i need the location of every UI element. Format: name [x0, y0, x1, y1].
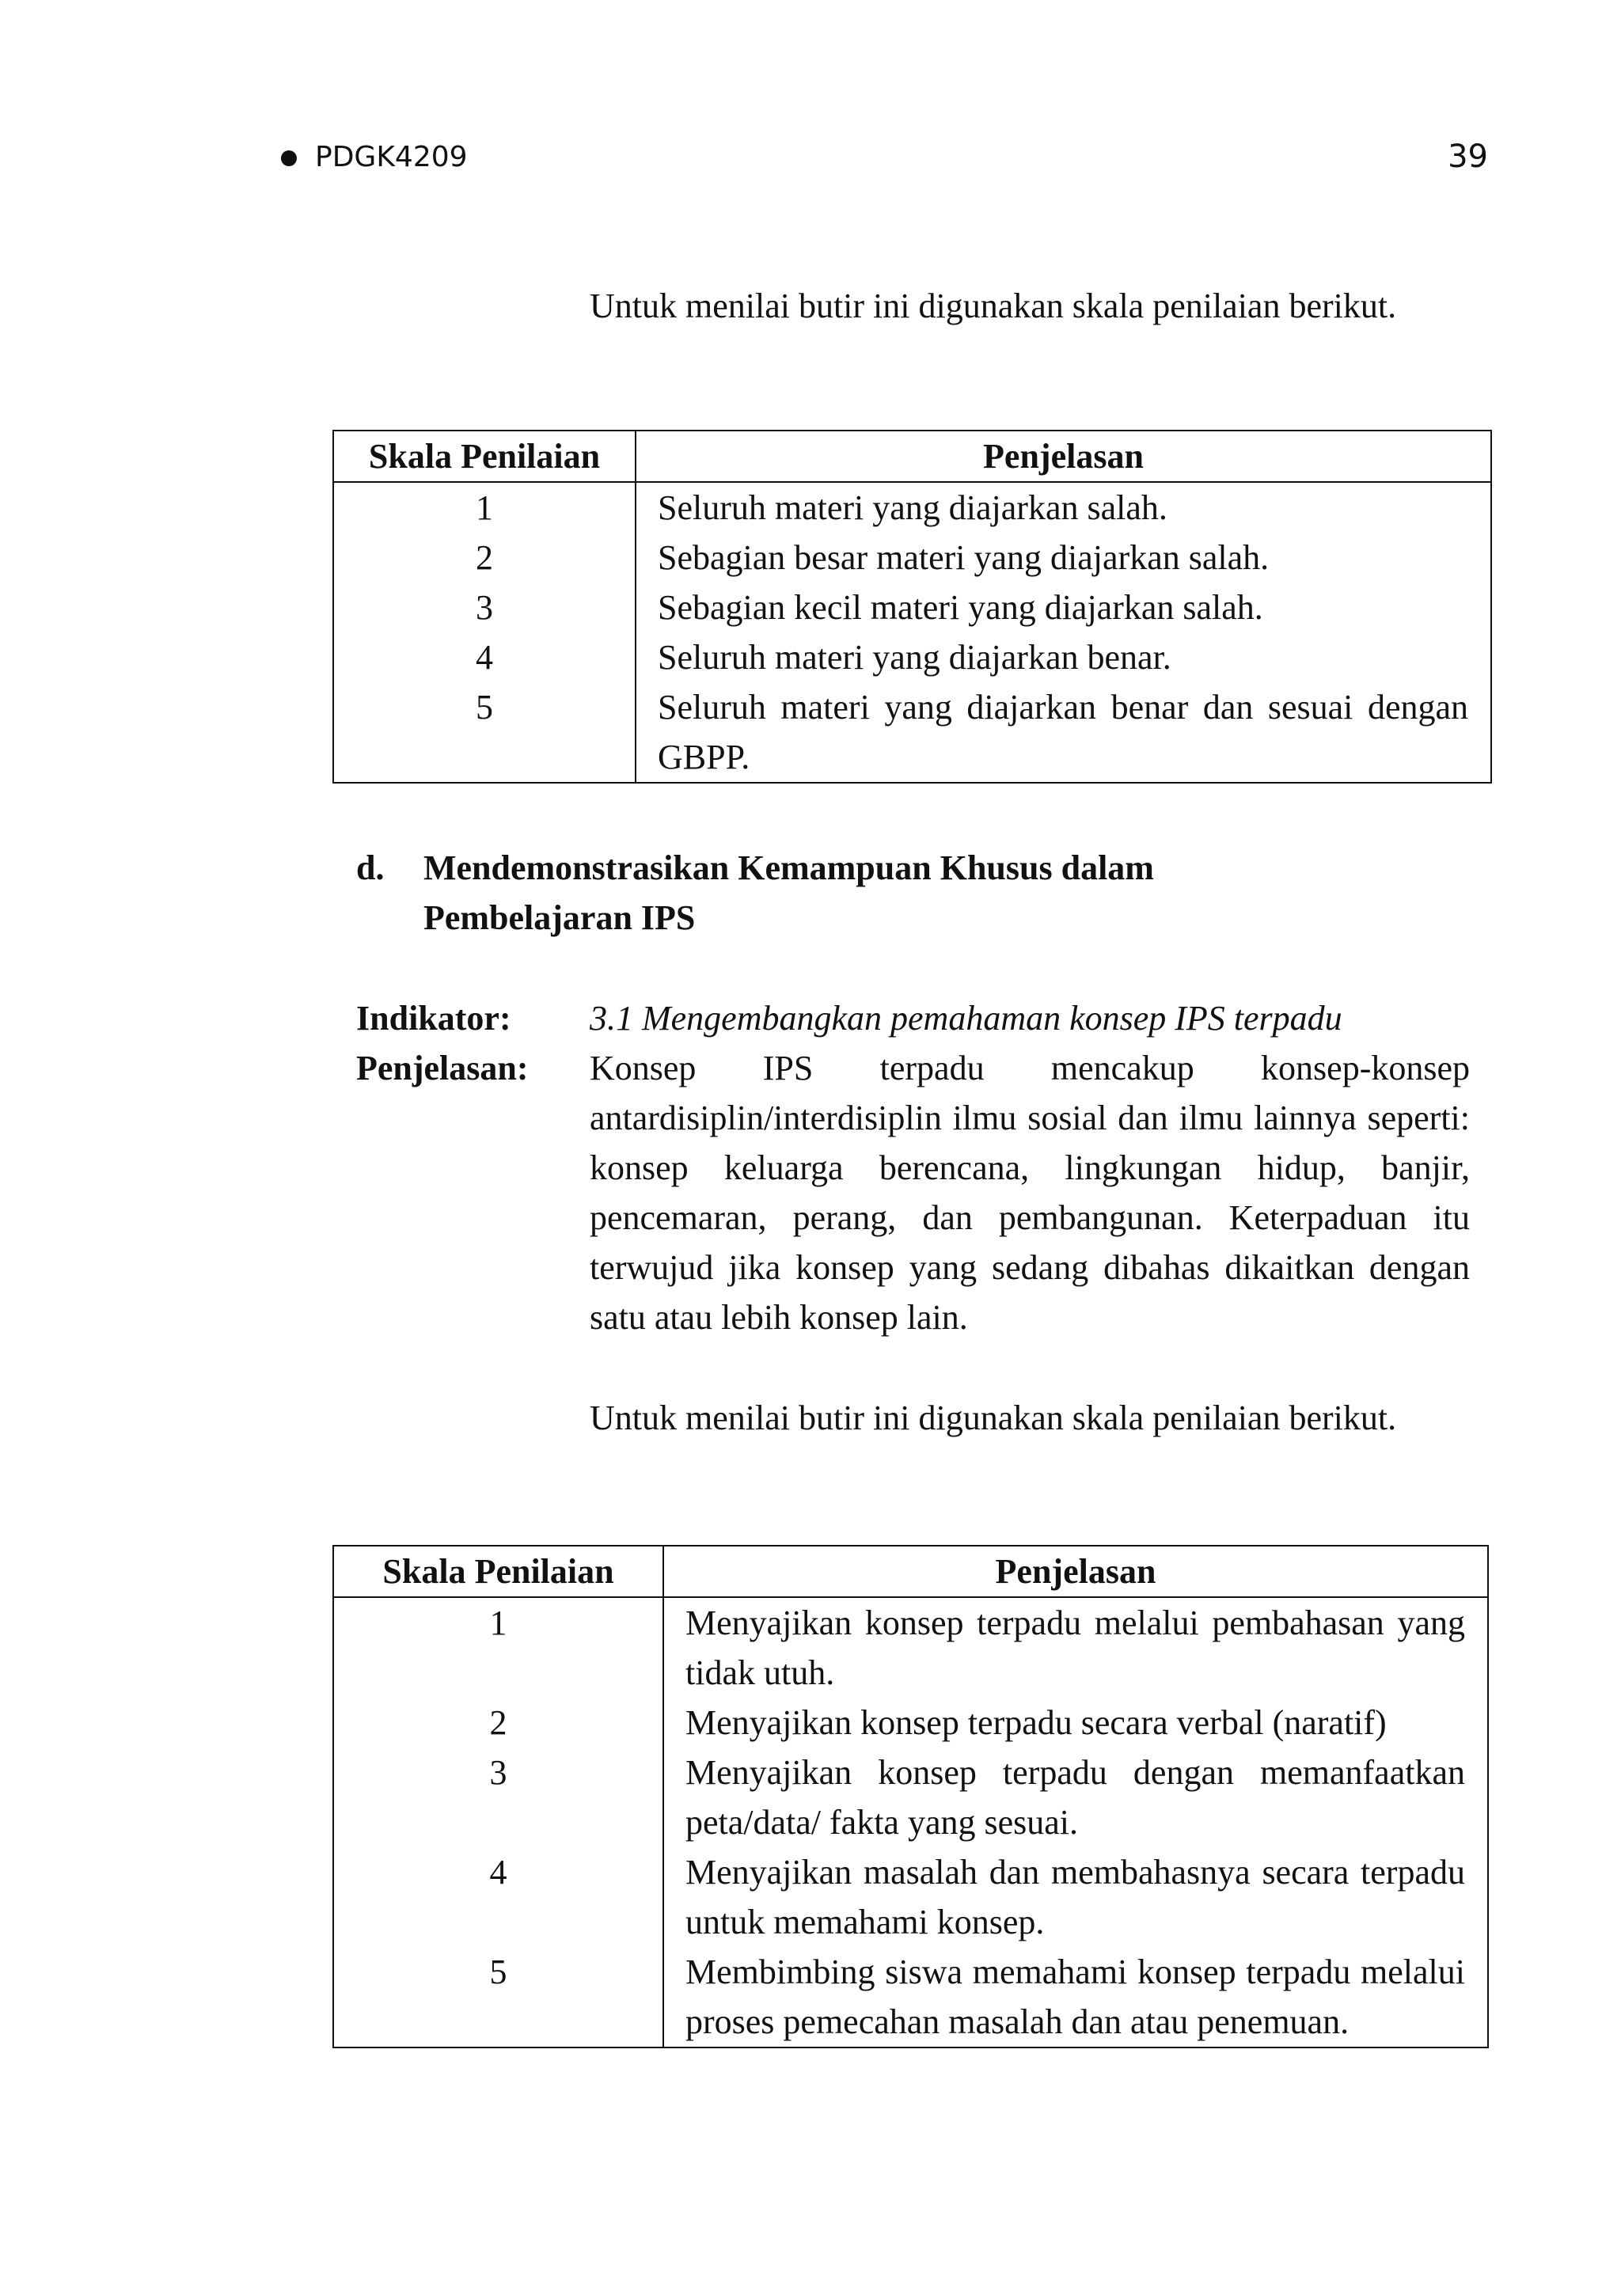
- scale-description: Seluruh materi yang diajarkan salah.: [636, 482, 1491, 533]
- column-header-scale: Skala Penilaian: [333, 431, 636, 482]
- table-row: [333, 533, 1491, 583]
- scale-value: 2: [333, 1698, 663, 1748]
- rating-scale-table-2: [332, 1545, 1489, 2048]
- scale-description: Menyajikan konsep terpadu dengan memanfaatkan peta/data/ fakta yang sesuai.: [663, 1748, 1488, 1847]
- scale-value: 1: [333, 482, 636, 533]
- scale-description: Sebagian besar materi yang diajarkan salah.: [636, 533, 1491, 583]
- bullet-icon: [281, 150, 297, 166]
- table-row: [333, 1597, 1488, 1698]
- intro-paragraph-1: Untuk menilai butir ini digunakan skala penilaian berikut.: [590, 287, 1397, 325]
- scale-value: 1: [333, 1597, 663, 1698]
- table-row: [333, 682, 1491, 783]
- scale-value: 2: [333, 533, 636, 583]
- scale-description: Menyajikan konsep terpadu melalui pembahasan yang tidak utuh.: [663, 1597, 1488, 1698]
- scale-description: Menyajikan masalah dan membahasnya secara terpadu untuk memahami konsep.: [663, 1847, 1488, 1947]
- section-title-line-1: Mendemonstrasikan Kemampuan Khusus dalam: [423, 848, 1154, 887]
- page-number: 39: [1448, 139, 1488, 175]
- scale-value: 3: [333, 1748, 663, 1847]
- table-row: [333, 1947, 1488, 2047]
- scale-value: 3: [333, 583, 636, 632]
- indikator-value: 3.1 Mengembangkan pemahaman konsep IPS terpadu: [590, 999, 1342, 1038]
- scale-value: 4: [333, 632, 636, 682]
- intro-paragraph-2: Untuk menilai butir ini digunakan skala penilaian berikut.: [590, 1398, 1397, 1437]
- penjelasan-label: Penjelasan:: [356, 1049, 529, 1087]
- table-row: [333, 482, 1491, 533]
- course-code: PDGK4209: [315, 141, 468, 173]
- section-title-line-2: Pembelajaran IPS: [423, 898, 696, 937]
- table-row: [333, 632, 1491, 682]
- column-header-scale: Skala Penilaian: [333, 1546, 663, 1597]
- penjelasan-text: Konsep IPS terpadu mencakup konsep-konsep antardisiplin/interdisiplin ilmu sosial dan ilmu lainnya seperti: konsep keluarga berencana, lingkungan hidup, banjir, pencemaran, perang, dan pembangunan. Keterpaduan itu terwujud jika konsep yang sedang dibahas dikaitkan dengan satu atau lebih konsep lain.: [590, 1049, 1470, 1337]
- scale-value: 5: [333, 1947, 663, 2047]
- column-header-description: Penjelasan: [663, 1546, 1488, 1597]
- indikator-label: Indikator:: [356, 999, 511, 1038]
- scale-value: 4: [333, 1847, 663, 1947]
- table-header-row: [333, 431, 1491, 482]
- scale-value: 5: [333, 682, 636, 783]
- section-title: [423, 843, 1215, 943]
- table-row: [333, 1748, 1488, 1847]
- table-row: [333, 1847, 1488, 1947]
- column-header-description: Penjelasan: [636, 431, 1491, 482]
- scale-description: Sebagian kecil materi yang diajarkan salah.: [636, 583, 1491, 632]
- scale-description: Seluruh materi yang diajarkan benar.: [636, 632, 1491, 682]
- scale-description: Membimbing siswa memahami konsep terpadu melalui proses pemecahan masalah dan atau penemuan.: [663, 1947, 1488, 2047]
- scale-description: Seluruh materi yang diajarkan benar dan sesuai dengan GBPP.: [636, 682, 1491, 783]
- scale-description: Menyajikan konsep terpadu secara verbal (naratif): [663, 1698, 1488, 1748]
- section-letter: d.: [356, 848, 385, 887]
- table-row: [333, 583, 1491, 632]
- rating-scale-table-1: [332, 430, 1492, 784]
- table-row: [333, 1698, 1488, 1748]
- table-header-row: [333, 1546, 1488, 1597]
